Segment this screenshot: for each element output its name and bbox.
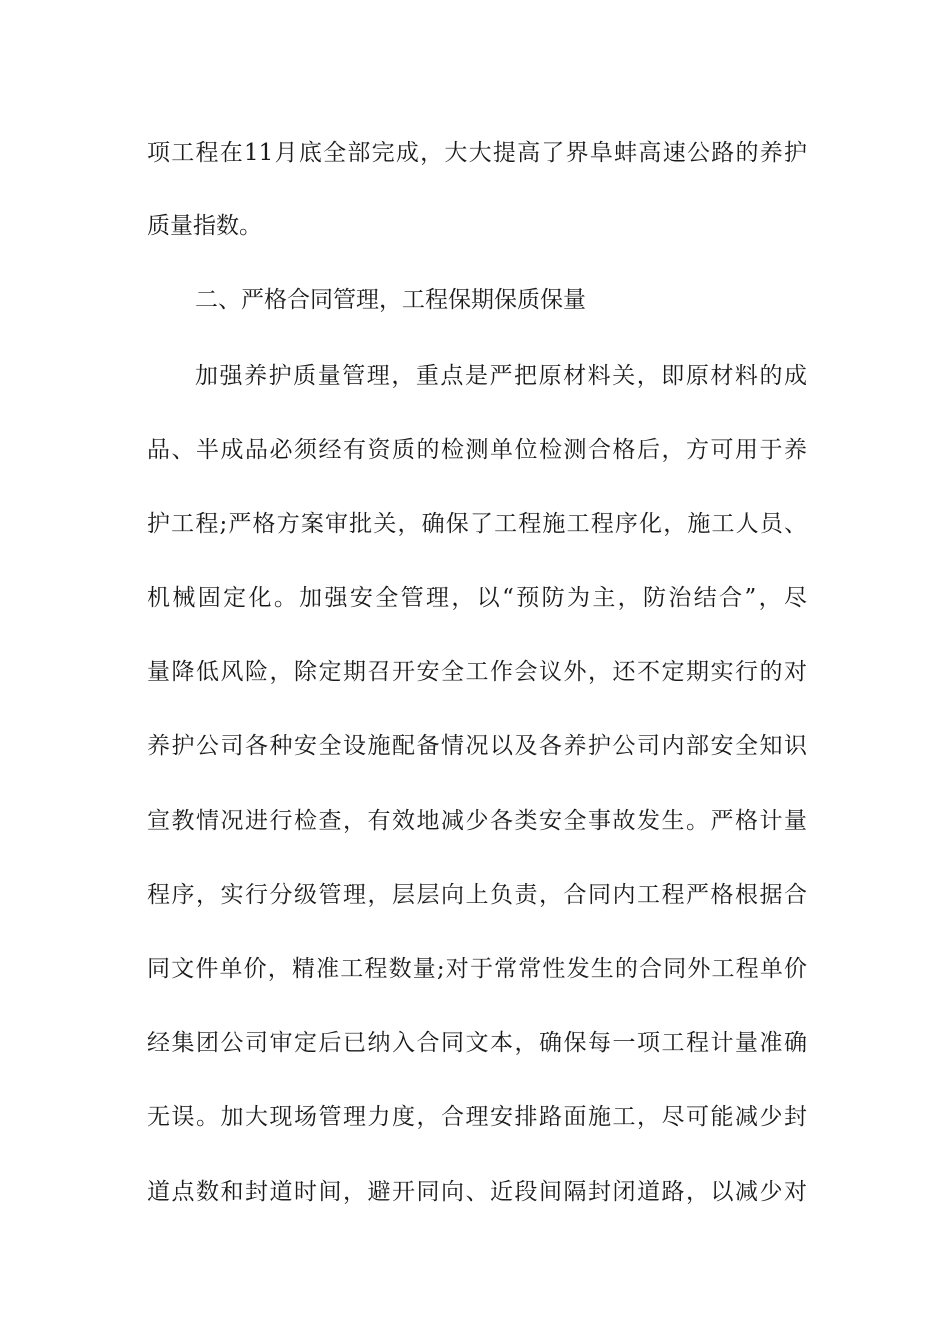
text-line: 机械固定化。加强安全管理，以“预防为主，防治结合”，尽: [147, 585, 807, 611]
section-heading: 二、严格合同管理，工程保期保质保量: [195, 287, 586, 313]
text-line: 质量指数。: [147, 213, 262, 239]
text-line: 养护公司各种安全设施配备情况以及各养护公司内部安全知识: [147, 733, 807, 759]
text-line: 品、半成品必须经有资质的检测单位检测合格后，方可用于养: [147, 437, 807, 463]
text-line: 经集团公司审定后已纳入合同文本，确保每一项工程计量准确: [147, 1030, 807, 1056]
text-line: 护工程;严格方案审批关，确保了工程施工程序化，施工人员、: [147, 511, 807, 537]
text-line: 宣教情况进行检查，有效地减少各类安全事故发生。严格计量: [147, 808, 807, 834]
text-line: 道点数和封道时间，避开同向、近段间隔封闭道路，以减少对: [147, 1179, 807, 1205]
text-line: 无误。加大现场管理力度，合理安排路面施工，尽可能减少封: [147, 1104, 807, 1130]
text-line: 项工程在11月底全部完成，大大提高了界阜蚌高速公路的养护: [147, 140, 807, 166]
text-line: 程序，实行分级管理，层层向上负责，合同内工程严格根据合: [147, 882, 807, 908]
text-line: 同文件单价，精准工程数量;对于常常性发生的合同外工程单价: [147, 956, 807, 982]
text-line: 量降低风险，除定期召开安全工作会议外，还不定期实行的对: [147, 659, 807, 685]
text-line: 加强养护质量管理，重点是严把原材料关，即原材料的成: [195, 363, 807, 389]
